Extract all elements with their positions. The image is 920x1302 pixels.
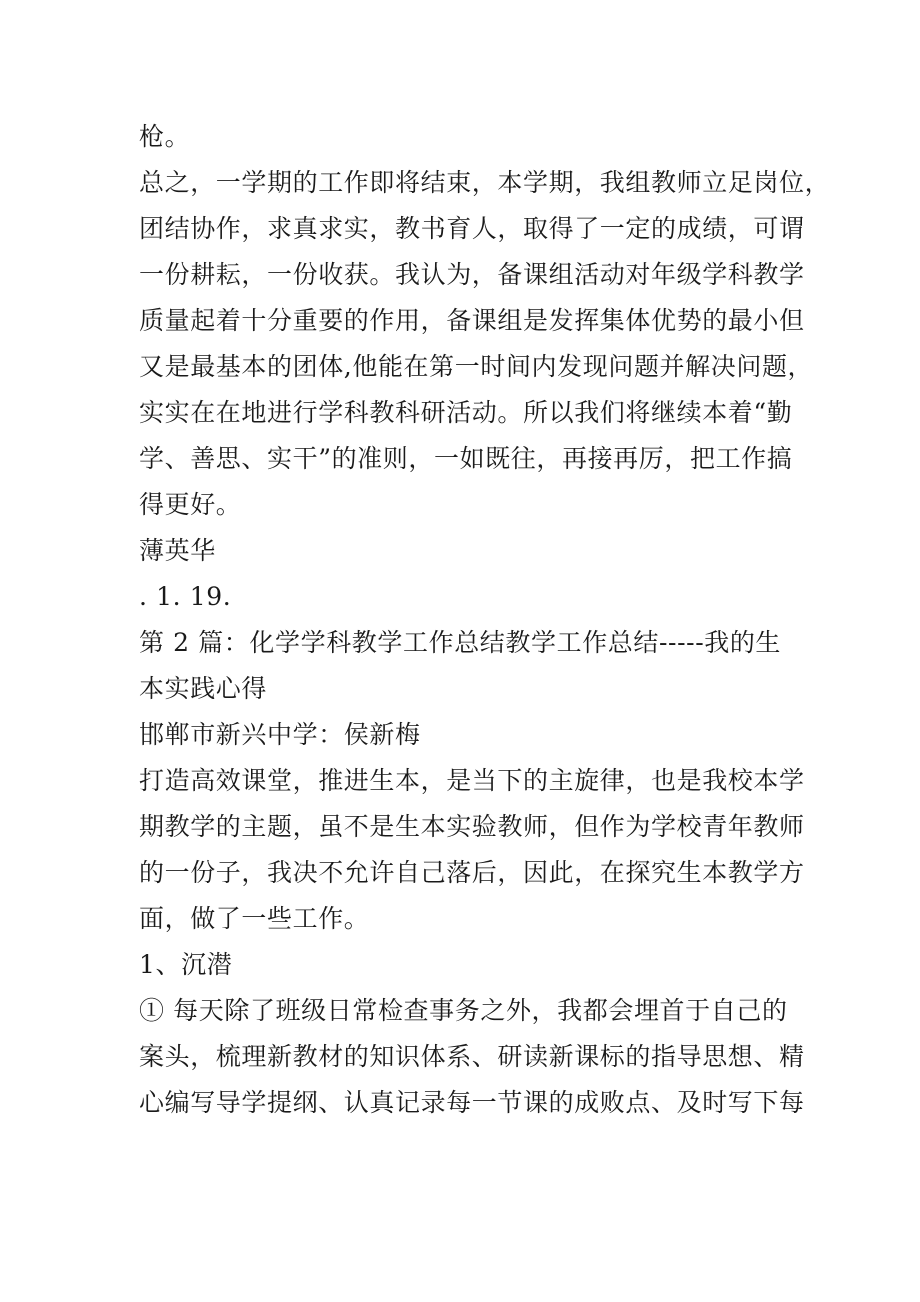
text-line: ① 每天除了班级日常检查事务之外，我都会埋首于自己的 — [139, 996, 788, 1025]
date-line: . 1. 19. — [139, 582, 232, 611]
section-title: 第 2 篇：化学学科教学工作总结教学工作总结-----我的生 — [139, 628, 782, 657]
subheading: 1、沉潜 — [139, 950, 233, 979]
text-line: 总之，一学期的工作即将结束，本学期，我组教师立足岗位， — [139, 168, 831, 197]
text-line: 一份耕耘，一份收获。我认为，备课组活动对年级学科教学 — [139, 260, 805, 289]
author-name: 薄英华 — [139, 536, 216, 565]
section-title-continued: 本实践心得 — [139, 674, 268, 703]
author-affiliation: 邯郸市新兴中学：侯新梅 — [139, 720, 421, 749]
text-line: 得更好。 — [139, 490, 242, 519]
document-body — [139, 114, 831, 1126]
text-line: 学、善思、实干”的准则，一如既往，再接再厉，把工作搞 — [139, 444, 793, 473]
text-line: 心编写导学提纲、认真记录每一节课的成败点、及时写下每 — [139, 1088, 805, 1117]
text-line: 又是最基本的团体,他能在第一时间内发现问题并解决问题， — [139, 352, 814, 381]
text-line: 质量起着十分重要的作用，备课组是发挥集体优势的最小但 — [139, 306, 805, 335]
text-line: 期教学的主题，虽不是生本实验教师，但作为学校青年教师 — [139, 812, 805, 841]
text-line: 面，做了一些工作。 — [139, 904, 370, 933]
text-line: 团结协作，求真求实，教书育人，取得了一定的成绩，可谓 — [139, 214, 805, 243]
text-line: 的一份子，我决不允许自己落后，因此，在探究生本教学方 — [139, 858, 805, 887]
text-line: 枪。 — [139, 122, 191, 151]
text-line: 实实在在地进行学科教科研活动。所以我们将继续本着“勤 — [139, 398, 793, 427]
text-line: 打造高效课堂，推进生本，是当下的主旋律，也是我校本学 — [139, 766, 805, 795]
text-line: 案头，梳理新教材的知识体系、研读新课标的指导思想、精 — [139, 1042, 805, 1071]
